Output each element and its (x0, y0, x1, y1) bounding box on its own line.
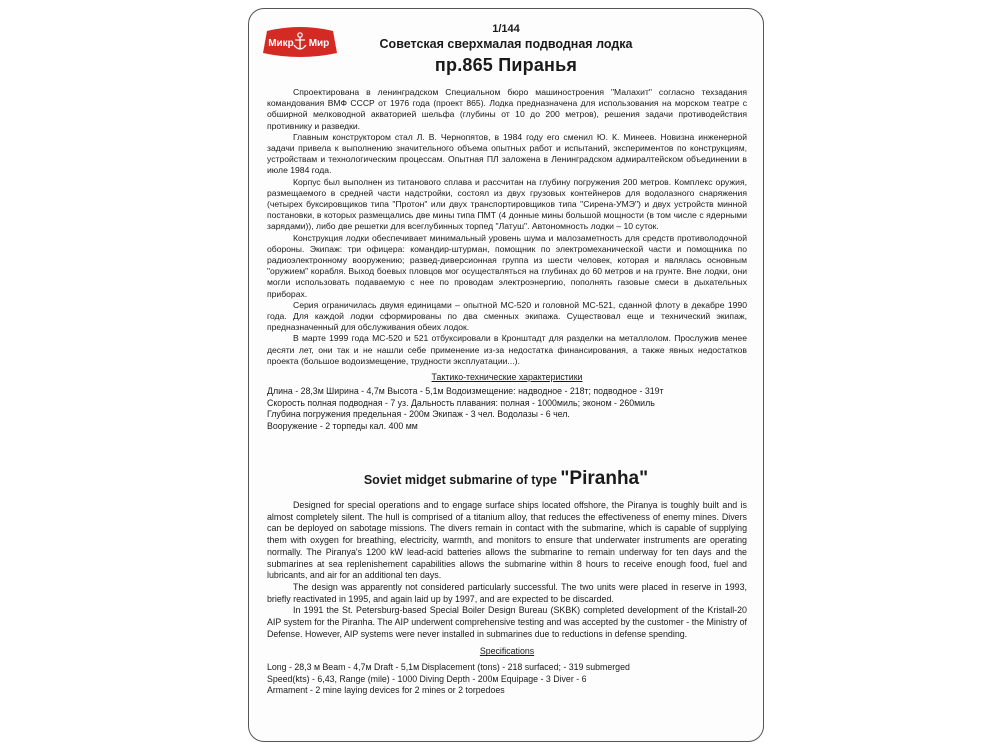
spec-line-ru: Длина - 28,3м Ширина - 4,7м Высота - 5,1м Водоизмещение: надводное - 218т; подводное - 319т (267, 386, 664, 397)
spec-line-en: Long - 28,3 м Beam - 4,7м Draft - 5,1м Displacement (tons) - 218 surfaced; - 319 submerged (267, 662, 630, 673)
spec-title-en: Specifications (479, 646, 535, 657)
spec-list-ru (267, 386, 747, 432)
title-ru-model: пр.865 Пиранья (434, 55, 578, 75)
spec-line-en: Speed(kts) - 6,43, Range (mile) - 1000 Diving Depth - 200м Equipage - 3 Diver - 6 (267, 673, 587, 684)
title-en-prefix: Soviet midget submarine of type (363, 473, 561, 487)
paragraph-ru: Конструкция лодки обеспечивает минимальный уровень шума и малозаметность для средств противолодочной обороны. Экипаж: три офицера: командир-штурман, помощник по электромеханической части и помощника по радиоэлектронному вооружению; развед-диверсионная группа из шести человек, которая и являлась основным "оружием" корабля. Выход боевых пловцов мог осуществляться на глубинах до 60 метров и на грунте. Вне лодки, они могли использовать подаваемую с нее по проводам электроэнергию, пополнять газовые смеси в дыхательных приборах. (267, 232, 747, 299)
description-en (267, 500, 747, 696)
title-ru: Советская сверхмалая подводная лодка (379, 37, 633, 51)
logo-right-text: Мир (308, 38, 330, 49)
scale-label: 1/144 (492, 23, 520, 35)
logo-left-text: Микр (268, 38, 294, 49)
paragraph-en: In 1991 the St. Petersburg-based Special Boiler Design Bureau (SKBK) completed development of the Kristall-20 AIP system for the Piranha. The AIP underwent comprehensive testing and was accepted by the customer - the Ministry of Defense. However, AIP systems were never installed in submarines due to reductions in defense spending. (267, 605, 747, 639)
spec-line-ru: Скорость полная подводная - 7 уз. Дальность плавания: полная - 1000миль; эконом - 260миль (267, 397, 655, 408)
spec-line-ru: Вооружение - 2 торпеды кал. 400 мм (267, 420, 418, 431)
title-en-name: "Piranha" (560, 468, 649, 489)
paragraph-ru: Спроектирована в ленинградском Специальном бюро машиностроения "Малахит" согласно техзадания командования ВМФ СССР от 1976 года (проект 865). Лодка предназначена для использования на морском театре с обширной мелководной акваторией шельфа (глубины от 10 до 200 метров), решения задачи противодействия противнику и разведки. (267, 87, 747, 131)
paragraph-ru: В марте 1999 года МС-520 и 521 отбуксировали в Кронштадт для разделки на металлолом. Прослужив менее десяти лет, они так и не нашли себе применение из-за недостатка финансирования, а также явных недостатков проекта (большое водоизмещение, трудности эксплуатации...). (267, 333, 747, 366)
paragraph-en: Designed for special operations and to engage surface ships located offshore, the Piranya is toughly built and is almost completely silent. The hull is comprised of a titanium alloy, that reduces the effectiveness of enemy mines. Divers can be deployed on sabotage missions. The divers remain in contact with the submarine, which is capable of supplying them with oxygen for breathing, electricity, warmth, and monitors to ensure that underwater instruments are operating normally. The Piranya's 1200 kW lead-acid batteries allows the submarine to remain underway for ten days and the submarines at sea replenishement capabilities allows the submarine within 8 hours to receive enough food, fuel and lubricants, and air for an additional ten days. (267, 500, 747, 581)
paragraph-ru: Серия ограничилась двумя единицами – опытной МС-520 и головной МС-521, сданной флоту в декабре 1990 года. Для каждой лодки сформированы по два сменных экипажа. Существовал еще и технический экипаж, предназначенный для обслуживания обеих лодок. (267, 299, 747, 333)
title-en (249, 468, 763, 490)
description-ru (267, 87, 747, 432)
paragraph-ru: Корпус был выполнен из титанового сплава и рассчитан на глубину погружения 200 метров. Комплекс оружия, размещаемого в средней части надстройки, состоял из двух грузовых контейнеров для водолазного снаряжения (четырех буксировщиков типа "Протон" или двух транспортировщиков типа "Сирена-УМЭ") и двух устройств минной постановки, в которых размещались две мины типа ПМТ (4 донные мины большой мощности (в том числе с ядерными зарядами)), либо две решетки для всеглубинных торпед "Латуш". Автономность лодки – 10 суток. (267, 176, 747, 232)
instruction-sheet (248, 8, 764, 742)
spec-title-ru: Тактико-технические характеристики (431, 372, 583, 383)
spec-list-en (267, 662, 747, 696)
paragraph-en: The design was apparently not considered particularly successful. The two units were placed in reserve in 1993, briefly reactivated in 1995, and again laid up by 1997, and are expected to be discarded. (267, 581, 747, 604)
spec-line-ru: Глубина погружения предельная - 200м Экипаж - 3 чел. Водолазы - 6 чел. (267, 409, 570, 420)
spec-line-en: Armament - 2 mine laying devices for 2 mines or 2 torpedoes (267, 684, 505, 695)
paragraph-ru: Главным конструктором стал Л. В. Чернопятов, в 1984 году его сменил Ю. К. Минеев. Новизна инженерной задачи привела к выполнению значительного объема опытных работ и испытаний, экспериментов по конструкциям, устройствам и технологическим процессам. Опытная ПЛ заложена в Ленинградском адмиралтейском объединении в июле 1984 года. (267, 131, 747, 176)
